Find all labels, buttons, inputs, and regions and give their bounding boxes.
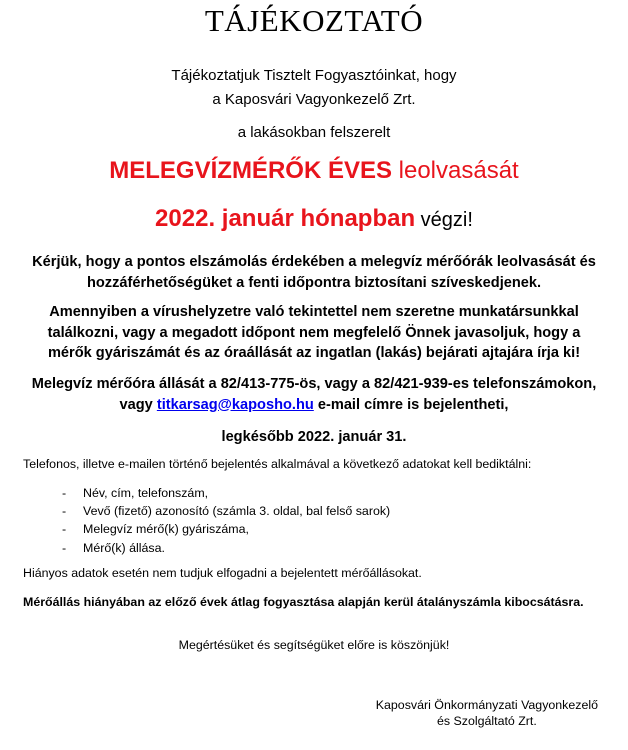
- list-item-text: Mérő(k) állása.: [83, 540, 165, 555]
- signature-line-2: és Szolgáltató Zrt.: [436, 714, 537, 728]
- paragraph-request: [0, 252, 628, 293]
- reading-period: [0, 205, 628, 233]
- paragraph-virus-line-2: találkozni, vagy a megadott időpont nem megfelelő Önnek javasoljuk, hogy a: [47, 324, 581, 341]
- paragraph-virus-line-1: Amennyiben a vírushelyzetre való tekintettel nem szeretne munkatársunkkal: [49, 304, 579, 320]
- signature-line-1: Kaposvári Önkormányzati Vagyonkezelő: [375, 698, 598, 712]
- contact-prefix: vagy: [119, 396, 157, 413]
- paragraph-contact: [0, 374, 628, 415]
- email-link[interactable]: titkarsag@kaposho.hu: [156, 396, 314, 413]
- incomplete-data-note: Hiányos adatok esetén nem tudjuk elfogadni a bejelentett mérőállásokat.: [23, 566, 422, 580]
- contact-suffix: e-mail címre is bejelentheti,: [313, 396, 509, 413]
- report-intro: Telefonos, illetve e-mailen történő bejelentés alkalmával a következő adatokat kell bediktálni:: [23, 457, 532, 471]
- headline-main: MELEGVÍZMÉRŐK ÉVES: [109, 157, 392, 184]
- signature: [376, 697, 598, 729]
- paragraph-contact-line-2: [0, 395, 628, 416]
- reading-verb: végzi!: [415, 209, 473, 231]
- headline: [0, 157, 628, 185]
- bullet-dash: -: [62, 540, 67, 555]
- paragraph-virus-line-3: mérők gyáriszámát és az óraállását az ingatlan (lakás) bejárati ajtajára írja ki!: [47, 345, 581, 361]
- deadline: legkésőbb 2022. január 31.: [221, 429, 407, 445]
- paragraph-request-line-1: Kérjük, hogy a pontos elszámolás érdekében a melegvíz mérőórák leolvasását és: [32, 254, 596, 270]
- list-item-text: Vevő (fizető) azonosító (számla 3. oldal, bal felső sarok): [83, 504, 391, 519]
- reading-date: 2022. január hónapban: [155, 205, 416, 232]
- thanks-note: Megértésüket és segítségüket előre is köszönjük!: [178, 638, 450, 652]
- paragraph-request-line-2: hozzáférhetőségüket a fenti időpontra biztosítani szíveskedjenek.: [86, 274, 542, 291]
- page-title: TÁJÉKOZTATÓ: [204, 3, 424, 38]
- headline-suffix: leolvasását: [391, 157, 519, 184]
- bullet-dash: -: [62, 504, 67, 519]
- bullet-dash: -: [62, 486, 67, 500]
- missing-reading-note: Mérőállás hiányában az előző évek átlag fogyasztása alapján kerül átalányszámla kibocsátásra.: [23, 595, 584, 609]
- list-item: [62, 502, 390, 520]
- list-item: [62, 484, 390, 502]
- paragraph-contact-line-1: Melegvíz mérőóra állását a 82/413-775-ös, vagy a 82/421-939-es telefonszámokon,: [31, 376, 597, 392]
- list-item-text: Név, cím, telefonszám,: [83, 486, 209, 500]
- paragraph-virus: [0, 302, 628, 364]
- list-item: [62, 539, 390, 557]
- list-item-text: Melegvíz mérő(k) gyáriszáma,: [83, 522, 249, 537]
- list-item: [62, 520, 390, 538]
- required-data-list: [62, 484, 390, 557]
- intro-line-1: Tájékoztatjuk Tisztelt Fogyasztóinkat, hogy: [171, 67, 457, 84]
- bullet-dash: -: [62, 522, 67, 537]
- intro-line-2: a Kaposvári Vagyonkezelő Zrt.: [212, 91, 416, 108]
- intro-line-3: a lakásokban felszerelt: [237, 124, 391, 141]
